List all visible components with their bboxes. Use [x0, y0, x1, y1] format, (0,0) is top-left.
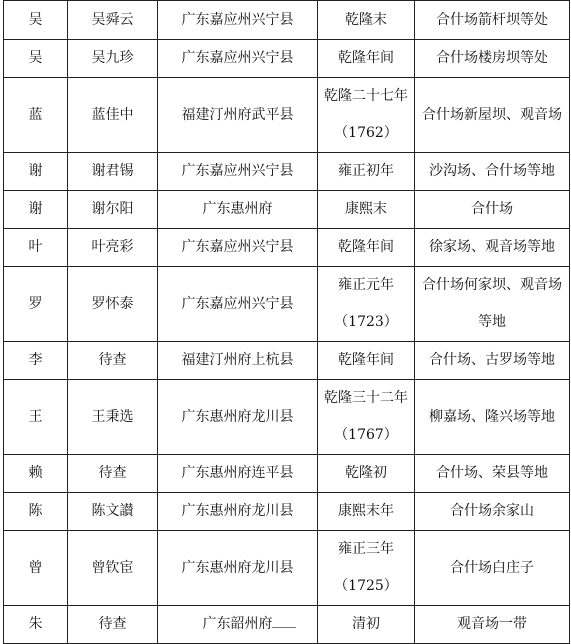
cell-origin: 广东惠州府龙川县 [158, 531, 318, 606]
table-row [4, 1, 570, 40]
cell-place: 合什场何家坝、观音场等地 [415, 267, 570, 342]
cell-surname: 谢 [4, 191, 68, 229]
cell-origin: 广东嘉应州兴宁县 [158, 1, 318, 40]
table-row [4, 493, 570, 531]
cell-time: 乾隆初 [318, 455, 415, 493]
cell-name: 吴舜云 [68, 1, 158, 40]
cell-surname: 曾 [4, 531, 68, 606]
cell-origin: 福建汀州府上杭县 [158, 342, 318, 380]
cell-surname: 叶 [4, 229, 68, 267]
cell-surname: 李 [4, 342, 68, 380]
cell-name: 待查 [68, 606, 158, 644]
cell-origin: 广东惠州府龙川县 [158, 380, 318, 455]
cell-time: 雍正三年 （1725） [318, 531, 415, 606]
cell-place: 观音场一带 [415, 606, 570, 644]
cell-origin: 广东惠州府连平县 [158, 455, 318, 493]
migration-table [3, 0, 570, 644]
cell-origin: 广东嘉应州兴宁县 [158, 153, 318, 191]
cell-origin: 广东惠州府龙川县 [158, 493, 318, 531]
cell-name: 待查 [68, 455, 158, 493]
cell-place: 合什场、荣县等地 [415, 455, 570, 493]
cell-surname: 赖 [4, 455, 68, 493]
cell-name: 待查 [68, 342, 158, 380]
cell-time: 康熙末年 [318, 493, 415, 531]
cell-surname: 吴 [4, 1, 68, 40]
cell-time: 乾隆年间 [318, 342, 415, 380]
cell-name: 谢君锡 [68, 153, 158, 191]
cell-place: 合什场新屋坝、观音场 [415, 78, 570, 153]
table-row [4, 267, 570, 342]
table-row [4, 380, 570, 455]
table-row [4, 153, 570, 191]
cell-time: 雍正元年 （1723） [318, 267, 415, 342]
cell-name: 叶亮彩 [68, 229, 158, 267]
cell-time: 清初 [318, 606, 415, 644]
cell-name: 谢尔阳 [68, 191, 158, 229]
cell-name: 吴九珍 [68, 40, 158, 78]
cell-origin: 广东惠州府 [158, 191, 318, 229]
cell-time: 乾隆年间 [318, 40, 415, 78]
cell-time: 雍正初年 [318, 153, 415, 191]
cell-place: 柳嘉场、隆兴场等地 [415, 380, 570, 455]
cell-surname: 罗 [4, 267, 68, 342]
cell-place: 合什场箭杆坝等处 [415, 1, 570, 40]
cell-time: 乾隆三十二年（1767） [318, 380, 415, 455]
cell-name: 陈文讃 [68, 493, 158, 531]
cell-surname: 陈 [4, 493, 68, 531]
cell-place: 合什场、古罗场等地 [415, 342, 570, 380]
cell-origin: 广东嘉应州兴宁县 [158, 267, 318, 342]
table-row [4, 342, 570, 380]
cell-surname: 朱 [4, 606, 68, 644]
cell-name: 曾钦宦 [68, 531, 158, 606]
table-row [4, 531, 570, 606]
cell-origin: 广东嘉应州兴宁县 [158, 229, 318, 267]
cell-surname: 王 [4, 380, 68, 455]
cell-place: 合什场 [415, 191, 570, 229]
table-body [4, 1, 570, 644]
cell-surname: 蓝 [4, 78, 68, 153]
cell-time: 康熙末 [318, 191, 415, 229]
cell-name: 王秉选 [68, 380, 158, 455]
cell-surname: 吴 [4, 40, 68, 78]
cell-time: 乾隆二十七年（1762） [318, 78, 415, 153]
cell-origin: 福建汀州府武平县 [158, 78, 318, 153]
cell-origin: 广东韶州府 [158, 606, 318, 644]
cell-place: 徐家场、观音场等地 [415, 229, 570, 267]
table-row [4, 455, 570, 493]
cell-place: 合什场楼房坝等处 [415, 40, 570, 78]
table-row [4, 78, 570, 153]
cell-surname: 谢 [4, 153, 68, 191]
cell-place: 合什场余家山 [415, 493, 570, 531]
cell-place: 合什场白庄子 [415, 531, 570, 606]
table-row [4, 229, 570, 267]
cell-name: 蓝佳中 [68, 78, 158, 153]
cell-origin: 广东嘉应州兴宁县 [158, 40, 318, 78]
table-row [4, 606, 570, 644]
table-row [4, 40, 570, 78]
table-row [4, 191, 570, 229]
cell-time: 乾隆末 [318, 1, 415, 40]
bottom-edge-mark [272, 627, 296, 630]
cell-name: 罗怀泰 [68, 267, 158, 342]
cell-time: 乾隆年间 [318, 229, 415, 267]
cell-place: 沙沟场、合什场等地 [415, 153, 570, 191]
